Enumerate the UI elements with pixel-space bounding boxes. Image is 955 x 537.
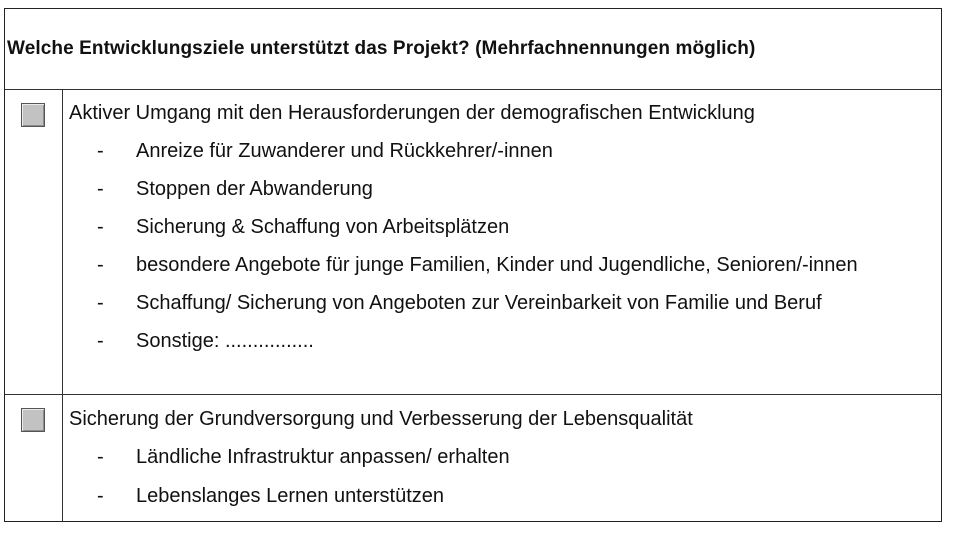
option-section-grundversorgung — [5, 395, 941, 521]
list-item — [69, 485, 949, 509]
list-item-text: Sonstige: ................ — [136, 330, 314, 352]
dash-marker: - — [97, 254, 104, 276]
dash-marker: - — [97, 330, 104, 352]
list-item — [69, 140, 949, 164]
dash-marker: - — [97, 178, 104, 200]
option-title: Sicherung der Grundversorgung und Verbesserung der Lebensqualität — [69, 408, 693, 430]
list-item-text: Lebenslanges Lernen unterstützen — [136, 485, 445, 507]
dash-marker: - — [97, 140, 104, 162]
question-text: Welche Entwicklungsziele unterstützt das Projekt? (Mehrfachnennungen möglich) — [7, 38, 756, 59]
list-item — [69, 330, 949, 354]
list-item-text: Stoppen der Abwanderung — [136, 178, 373, 200]
dash-marker: - — [97, 446, 104, 468]
checkbox-demografie[interactable] — [21, 103, 45, 127]
dash-marker: - — [97, 485, 104, 507]
list-item — [69, 178, 949, 202]
option-section-demografie — [5, 90, 941, 395]
checkbox-cell — [5, 395, 63, 521]
list-item — [69, 446, 949, 470]
list-item-text: Anreize für Zuwanderer und Rückkehrer/-innen — [136, 140, 553, 162]
form-table — [4, 8, 942, 522]
list-item-text: Ländliche Infrastruktur anpassen/ erhalten — [136, 446, 510, 468]
checkbox-grundversorgung[interactable] — [21, 408, 45, 432]
list-item — [69, 292, 949, 316]
list-item-text: besondere Angebote für junge Familien, Kinder und Jugendliche, Senioren/-innen — [136, 254, 858, 276]
list-item — [69, 254, 949, 278]
checkbox-cell — [5, 90, 63, 394]
question-header — [5, 9, 941, 90]
list-item — [69, 216, 949, 240]
option-title: Aktiver Umgang mit den Herausforderungen der demografischen Entwicklung — [69, 102, 755, 124]
dash-marker: - — [97, 292, 104, 314]
dash-marker: - — [97, 216, 104, 238]
list-item-text: Schaffung/ Sicherung von Angeboten zur Vereinbarkeit von Familie und Beruf — [136, 292, 822, 314]
list-item-text: Sicherung & Schaffung von Arbeitsplätzen — [136, 216, 510, 238]
